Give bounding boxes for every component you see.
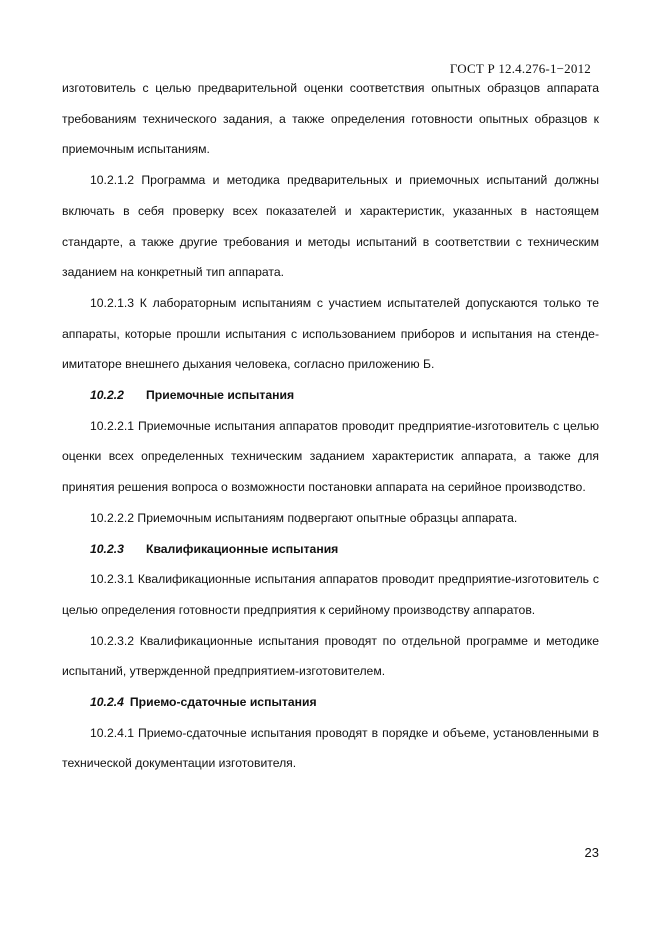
paragraph-10-2-1-3: 10.2.1.3 К лабораторным испытаниям с участием испытателей допускаются только те аппараты, которые прошли испытания с использованием приборов и испытания на стенде-имитаторе внешнего дыхания человека, согласно приложению Б. — [62, 295, 599, 372]
section-number: 10.2.3 — [90, 541, 124, 556]
paragraph-10-2-1-2: 10.2.1.2 Программа и методика предварительных и приемочных испытаний должны включать в себя проверку всех показателей и характеристик, указанных в настоящем стандарте, а также другие требования и методы испытаний в соответствии с техническим заданием на конкретный тип аппарата. — [62, 173, 599, 280]
section-heading-10-2-3 — [62, 534, 599, 565]
paragraph-continuation: изготовитель с целью предварительной оценки соответствия опытных образцов аппарата требованиям технического задания, а также определения готовности опытных образцов к приемочным испытаниям. — [62, 81, 599, 157]
paragraph-10-2-2-1: 10.2.2.1 Приемочные испытания аппаратов проводит предприятие-изготовитель с целью оценки всех определенных техническим заданием характеристик аппарата, а также для принятия решения вопроса о возможности постановки аппарата на серийное производство. — [62, 418, 599, 495]
paragraph-10-2-3-1: 10.2.3.1 Квалификационные испытания аппаратов проводит предприятие-изготовитель с целью определения готовности предприятия к серийному производству аппаратов. — [62, 572, 599, 617]
page-number: 23 — [584, 845, 599, 860]
section-title: Приемо-сдаточные испытания — [129, 695, 317, 710]
paragraph-10-2-4-1: 10.2.4.1 Приемо-сдаточные испытания проводят в порядке и объеме, установленными в технической документации изготовителя. — [62, 725, 599, 771]
section-title: Квалификационные испытания — [146, 541, 339, 556]
section-title: Приемочные испытания — [146, 388, 295, 403]
paragraph-10-2-2-2: 10.2.2.2 Приемочным испытаниям подвергают опытные образцы аппарата. — [90, 510, 518, 525]
section-heading-10-2-2 — [62, 380, 599, 411]
section-number: 10.2.4 — [90, 695, 124, 710]
section-number: 10.2.2 — [90, 388, 124, 403]
section-heading-10-2-4 — [62, 687, 599, 718]
paragraph-10-2-3-2: 10.2.3.2 Квалификационные испытания проводят по отдельной программе и методике испытаний, утвержденной предприятием-изготовителем. — [62, 633, 599, 679]
body-text — [62, 73, 599, 779]
standard-designation: ГОСТ Р 12.4.276-1−2012 — [449, 61, 591, 76]
